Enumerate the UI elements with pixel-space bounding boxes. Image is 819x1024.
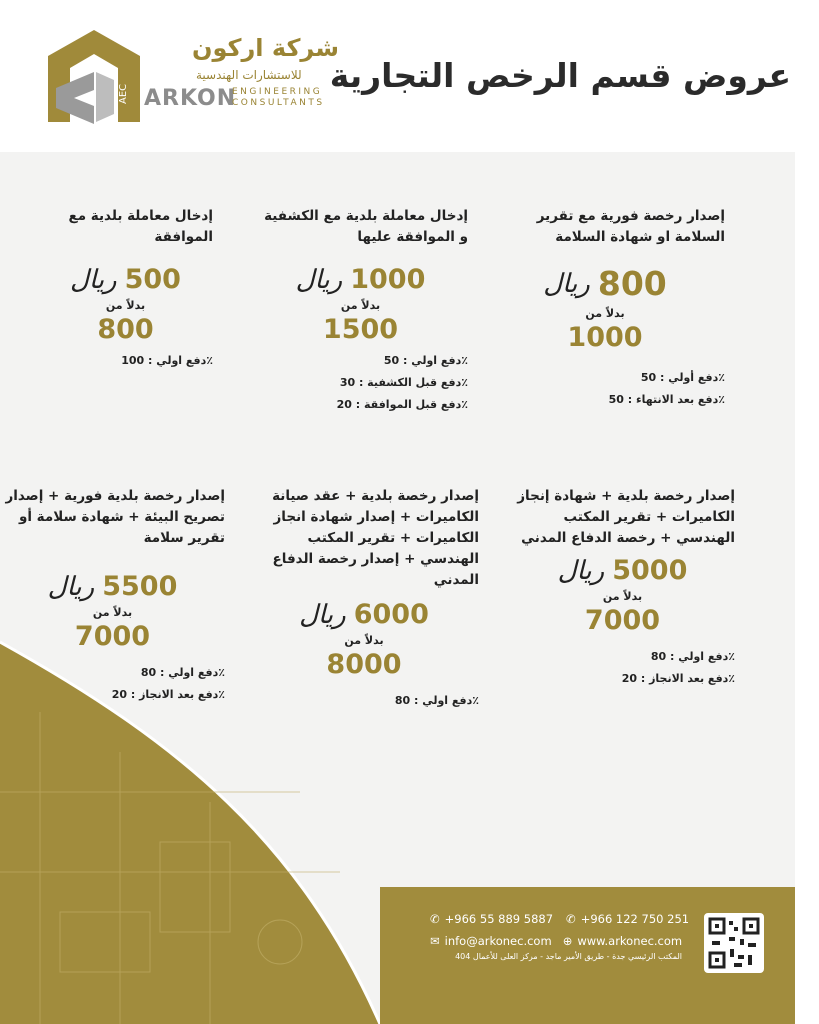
offer-title: إصدار رخصة بلدية + عقد صيانة الكاميرات + إصدار شهادة انجاز الكاميرات + تقرير المكتب الهندسي + إصدار رخصة الدفاع المدني (272, 488, 479, 588)
riyal-label: ريال (543, 268, 590, 299)
logo-english-name: ARKON (144, 86, 237, 111)
old-price: 7000 (74, 621, 151, 652)
payment-term: ٪دفع بعد الانجاز : 20 (111, 688, 225, 701)
offer-title: إدخال معاملة بلدية مع الكشفية و الموافقة عليها (264, 208, 468, 245)
payment-term: ٪دفع أولي : 50 (640, 371, 725, 384)
header (0, 0, 819, 152)
payment-term: ٪دفع اولي : 80 (140, 666, 225, 679)
instead-label: بدلاً من (344, 634, 384, 647)
old-price: 1500 (322, 314, 399, 345)
email-icon: ✉ (430, 934, 440, 948)
offer-card (38, 206, 213, 367)
payment-term: ٪دفع قبل الموافقة : 20 (336, 398, 468, 411)
offer-price: 6000 (353, 599, 429, 630)
instead-label: بدلاً من (105, 299, 146, 312)
qr-code[interactable] (704, 913, 764, 973)
riyal-label: ريال (70, 264, 117, 295)
instead-label: بدلاً من (602, 590, 643, 603)
offer-card (510, 486, 735, 685)
offers-panel (0, 152, 795, 1024)
logo-mark-icon (46, 26, 142, 126)
offer-title: إصدار رخصة فورية مع تقرير السلامة او شهادة السلامة (536, 208, 725, 245)
offer-price: 500 (124, 264, 181, 295)
company-logo (46, 26, 346, 136)
riyal-label: ريال (295, 264, 343, 295)
website-link[interactable]: www.arkonec.com (577, 934, 683, 948)
logo-arabic-subtitle: للاستشارات الهندسية (196, 68, 302, 82)
offer-price: 800 (597, 264, 667, 303)
logo-english-subtitle: ENGINEERING CONSULTANTS (232, 87, 325, 108)
phone-number-2[interactable]: +966 122 750 251 (580, 912, 690, 926)
payment-term: ٪دفع قبل الكشفية : 30 (339, 376, 468, 389)
old-price: 1000 (567, 322, 643, 353)
offer-price: 5500 (102, 571, 178, 602)
offer-card (249, 486, 479, 707)
logo-arabic-name: شركة اركون (192, 34, 339, 62)
contact-info (430, 908, 690, 961)
payment-term: ٪دفع اولي : 80 (650, 650, 735, 663)
instead-label: بدلاً من (340, 299, 381, 312)
payment-term: ٪دفع بعد الانجاز : 20 (621, 672, 735, 685)
phone-icon: ✆ (566, 912, 576, 926)
instead-label: بدلاً من (92, 606, 133, 619)
page-title: عروض قسم الرخص التجارية (329, 56, 791, 95)
old-price: 7000 (584, 605, 661, 636)
old-price: 8000 (326, 649, 402, 680)
offer-title: إصدار رخصة بلدية + شهادة إنجاز الكاميرات + تقرير المكتب الهندسي + رخصة الدفاع المدني (517, 488, 735, 546)
offer-card (0, 486, 225, 701)
payment-term: ٪دفع بعد الانتهاء : 50 (608, 393, 725, 406)
instead-label: بدلاً من (585, 307, 625, 320)
riyal-label: ريال (47, 571, 95, 602)
globe-icon: ⊕ (562, 934, 573, 948)
payment-term: ٪دفع اولي : 50 (383, 354, 468, 367)
offer-card (253, 206, 468, 411)
logo-badge: AEC (118, 83, 129, 104)
old-price: 800 (97, 314, 154, 345)
offer-price: 5000 (612, 555, 688, 586)
payment-term: ٪دفع اولي : 100 (121, 354, 213, 367)
phone-icon: ✆ (430, 912, 440, 926)
offer-title: إصدار رخصة بلدية فورية + إصدار تصريح البيئة + شهادة سلامة أو تقرير سلامة (5, 488, 225, 546)
payment-term: ٪دفع اولي : 80 (394, 694, 479, 707)
office-address: المكتب الرئيسي جدة - طريق الأمير ماجد - مركز العلى للأعمال 404 (455, 952, 682, 961)
offer-card (485, 206, 725, 406)
offer-title: إدخال معاملة بلدية مع الموافقة (68, 208, 213, 245)
riyal-label: ريال (299, 599, 346, 630)
qr-code-icon (704, 913, 764, 973)
riyal-label: ريال (557, 555, 605, 586)
offer-price: 1000 (350, 264, 426, 295)
phone-number-1[interactable]: +966 55 889 5887 (444, 912, 554, 926)
email-link[interactable]: info@arkonec.com (444, 934, 552, 948)
